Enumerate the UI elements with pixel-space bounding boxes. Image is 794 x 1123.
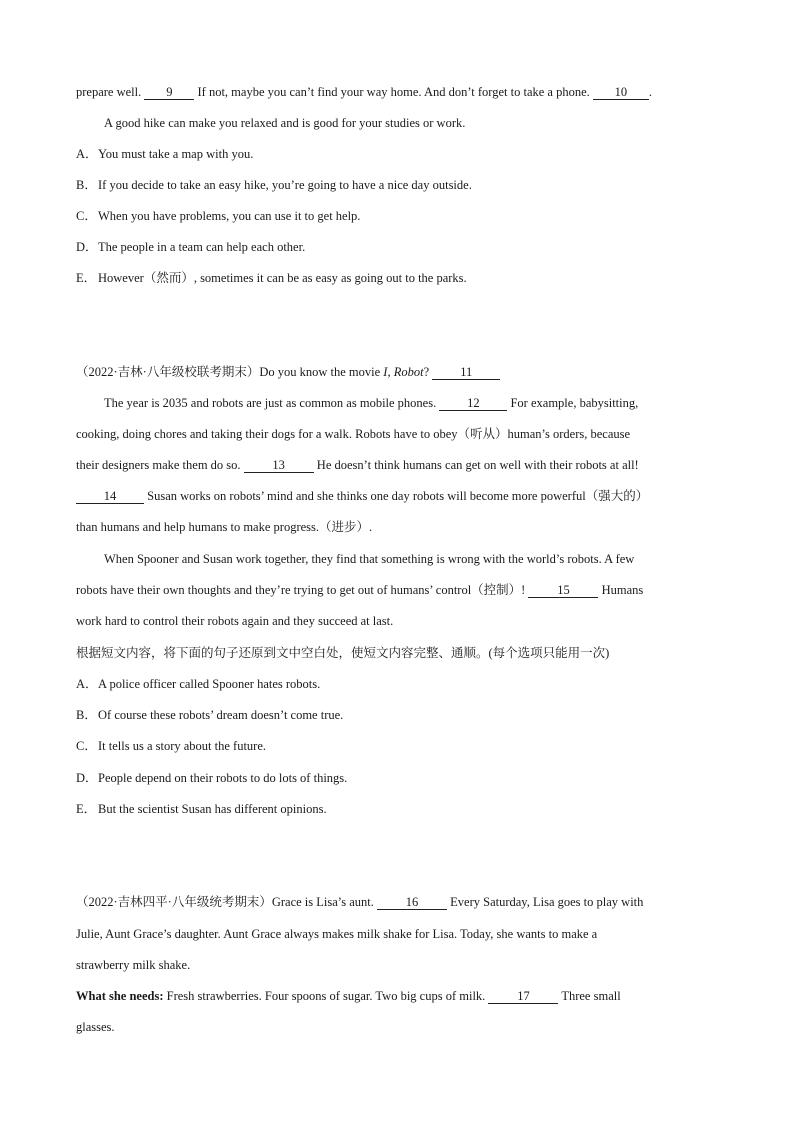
option-text: It tells us a story about the future. bbox=[98, 739, 267, 753]
option-text: A police officer called Spooner hates robots. bbox=[98, 677, 321, 691]
option-letter: D． bbox=[76, 771, 98, 785]
text: robots have their own thoughts and they’re trying to get out of humans’ control（控制）! bbox=[76, 583, 529, 597]
passage-line: A good hike can make you relaxed and is good for your studies or work. bbox=[104, 116, 466, 130]
option-text: You must take a map with you. bbox=[98, 147, 254, 161]
option-text: If you decide to take an easy hike, you’re going to have a nice day outside. bbox=[98, 178, 472, 192]
text: Fresh strawberries. Four spoons of sugar. Two big cups of milk. bbox=[163, 989, 489, 1003]
text: The year is 2035 and robots are just as common as mobile phones. bbox=[104, 396, 440, 410]
option-letter: B． bbox=[76, 708, 97, 722]
text: Every Saturday, Lisa goes to play with bbox=[447, 895, 644, 909]
option-b[interactable] bbox=[76, 707, 718, 723]
option-text: When you have problems, you can use it to get help. bbox=[98, 209, 361, 223]
answer-blank-16[interactable]: 16 bbox=[377, 896, 447, 910]
passage-line: cooking, doing chores and taking their dogs for a walk. Robots have to obey（听从）human’s orders, because bbox=[76, 427, 631, 441]
passage-line: When Spooner and Susan work together, they find that something is wrong with the world’s robots. A few bbox=[104, 552, 635, 566]
passage-line bbox=[76, 988, 718, 1004]
option-letter: E． bbox=[76, 802, 97, 816]
text: . bbox=[648, 85, 653, 99]
text: Three small bbox=[558, 989, 621, 1003]
passage-line bbox=[76, 582, 718, 598]
passage-line: Julie, Aunt Grace’s daughter. Aunt Grace always makes milk shake for Lisa. Today, she wants to make a bbox=[76, 927, 598, 941]
text: If not, maybe you can’t find your way home. And don’t forget to take a phone. bbox=[194, 85, 593, 99]
text: For example, babysitting, bbox=[507, 396, 639, 410]
option-letter: D． bbox=[76, 240, 98, 254]
question-header bbox=[76, 364, 718, 380]
option-c[interactable] bbox=[76, 738, 718, 754]
answer-blank-10[interactable]: 10 bbox=[593, 86, 649, 100]
answer-blank-13[interactable]: 13 bbox=[244, 459, 314, 473]
text: Do you know the movie bbox=[259, 365, 384, 379]
option-text: But the scientist Susan has different opinions. bbox=[98, 802, 327, 816]
text: their designers make them do so. bbox=[76, 458, 244, 472]
option-a[interactable] bbox=[76, 146, 718, 162]
option-a[interactable] bbox=[76, 676, 718, 692]
answer-blank-11[interactable]: 11 bbox=[432, 366, 500, 380]
text: ? bbox=[423, 365, 433, 379]
passage-line: work hard to control their robots again and they succeed at last. bbox=[76, 614, 394, 628]
option-d[interactable] bbox=[76, 239, 718, 255]
movie-title: I, Robot bbox=[383, 365, 424, 379]
answer-blank-17[interactable]: 17 bbox=[488, 990, 558, 1004]
passage-line bbox=[76, 457, 718, 473]
option-letter: C． bbox=[76, 209, 97, 223]
option-letter: B． bbox=[76, 178, 97, 192]
answer-blank-14[interactable]: 14 bbox=[76, 490, 144, 504]
what-she-needs-label: What she needs: bbox=[76, 989, 164, 1003]
passage-line bbox=[104, 395, 718, 411]
passage-line: glasses. bbox=[76, 1020, 115, 1034]
option-b[interactable] bbox=[76, 177, 718, 193]
option-text: The people in a team can help each other. bbox=[98, 240, 306, 254]
option-letter: A． bbox=[76, 147, 98, 161]
passage-line: strawberry milk shake. bbox=[76, 958, 191, 972]
option-letter: A． bbox=[76, 677, 98, 691]
text: He doesn’t think humans can get on well with their robots at all! bbox=[313, 458, 639, 472]
answer-blank-15[interactable]: 15 bbox=[528, 584, 598, 598]
instruction-text: 根据短文内容，将下面的句子还原到文中空白处，使短文内容完整、通顺。(每个选项只能用一次) bbox=[76, 646, 610, 660]
passage-line bbox=[76, 84, 718, 100]
question-source: （2022·吉林四平·八年级统考期末） bbox=[76, 895, 272, 909]
option-letter: E． bbox=[76, 271, 97, 285]
text: prepare well. bbox=[76, 85, 145, 99]
option-e[interactable] bbox=[76, 801, 718, 817]
option-text: People depend on their robots to do lots of things. bbox=[98, 771, 348, 785]
text: Grace is Lisa’s aunt. bbox=[271, 895, 378, 909]
option-c[interactable] bbox=[76, 208, 718, 224]
question-header bbox=[76, 894, 718, 910]
question-source: （2022·吉林·八年级校联考期末） bbox=[76, 365, 260, 379]
option-text: However（然而）, sometimes it can be as easy as going out to the parks. bbox=[98, 271, 467, 285]
option-text: Of course these robots’ dream doesn’t come true. bbox=[98, 708, 344, 722]
option-e[interactable] bbox=[76, 270, 718, 286]
option-d[interactable] bbox=[76, 770, 718, 786]
text: Susan works on robots’ mind and she thinks one day robots will become more powerful（强大的） bbox=[144, 489, 649, 503]
answer-blank-9[interactable]: 9 bbox=[144, 86, 194, 100]
passage-line bbox=[76, 488, 718, 504]
option-letter: C． bbox=[76, 739, 97, 753]
answer-blank-12[interactable]: 12 bbox=[439, 397, 507, 411]
text: Humans bbox=[598, 583, 644, 597]
passage-line: than humans and help humans to make progress.（进步）. bbox=[76, 520, 373, 534]
